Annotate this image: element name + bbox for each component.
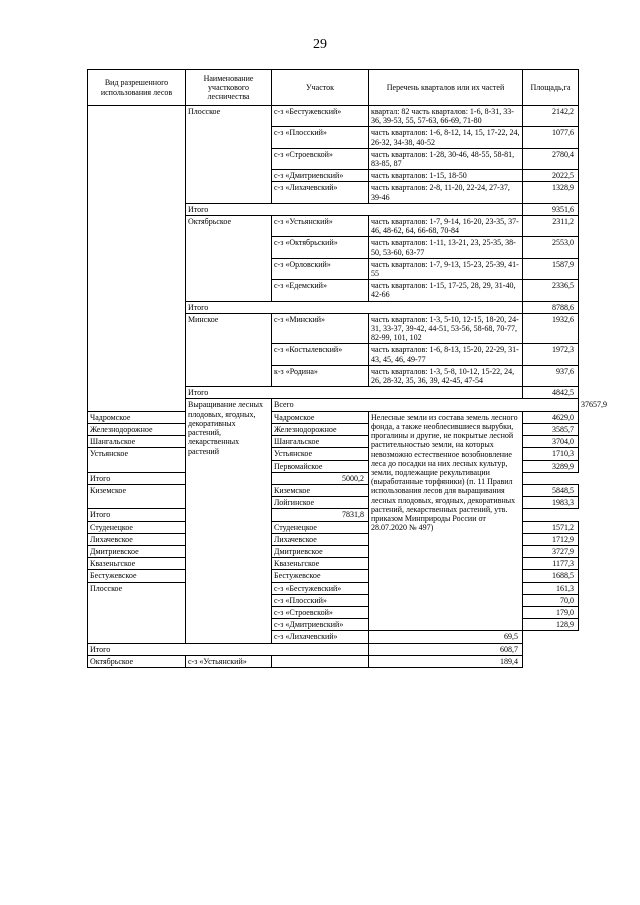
- subtotal-label: Итого: [88, 472, 272, 484]
- quarters-cell: часть кварталов: 1-15, 18-50: [369, 170, 523, 182]
- total-row: Выращивание лесных плодовых, ягодных, декоративных растений, лекарственных растений Всего 37657,9: [88, 399, 579, 411]
- forestry-cell: Шангальское: [88, 436, 186, 448]
- area-cell: 1688,5: [523, 570, 579, 582]
- page-number: 29: [313, 37, 327, 52]
- land-description-cell: Нелесные земли из состава земель лесного фонда, а также необлесившиеся вырубки, прогалины и другие, не покрытые лесной растительностью земли, на которых невозможно естественное возобновление леса до посадки на них лесных культур, земли, подлежащие рекультивации (выработанные торфяники) (п. 11 Правил использования лесов для выращивания лесных плодовых, ягодных, декоративных растений, лекарственных растений, утв. приказом Минприроды России от 28.07.2020 № 497): [369, 411, 523, 631]
- use-type-cell-empty: [88, 106, 186, 412]
- section-cell: с-з «Устьянский»: [272, 216, 369, 237]
- forestry-cell: Минское: [186, 313, 272, 386]
- area-cell: 2311,2: [523, 216, 579, 237]
- section-cell: Чадромское: [272, 411, 369, 423]
- section-cell: Железнодорожное: [272, 423, 369, 435]
- section-cell: Шангальское: [272, 436, 369, 448]
- forestry-cell: Октябрьское: [186, 216, 272, 302]
- subtotal-label: Итого: [186, 203, 523, 215]
- area-cell: 2022,5: [523, 170, 579, 182]
- forestry-cell: Плосское: [88, 582, 186, 643]
- quarters-cell: часть кварталов: 1-6, 8-12, 14, 15, 17-22, 24, 26-32, 34-38, 40-52: [369, 127, 523, 148]
- area-cell: 937,6: [523, 365, 579, 386]
- section-cell: с-з «Дмитриевский»: [272, 619, 369, 631]
- section-cell: Студенецкое: [272, 521, 369, 533]
- total-label: Всего: [272, 399, 579, 411]
- section-cell: с-з «Бестужевский»: [272, 106, 369, 127]
- header-quarters: Перечень кварталов или их частей: [369, 70, 523, 106]
- area-cell: 1571,2: [523, 521, 579, 533]
- section-cell: Киземское: [272, 484, 369, 496]
- area-cell: 3704,0: [523, 436, 579, 448]
- forestry-cell: Устьянское: [88, 448, 186, 472]
- section-cell: с-з «Едемский»: [272, 280, 369, 301]
- quarters-cell: часть кварталов: 1-3, 5-8, 10-12, 15-22, 24, 26, 28-32, 35, 36, 39, 42-45, 47-54: [369, 365, 523, 386]
- section-cell: с-з «Плосский»: [272, 127, 369, 148]
- subtotal-area: 9351,6: [523, 203, 579, 215]
- area-cell: 1712,9: [523, 533, 579, 545]
- section-cell: с-з «Лихачевский»: [272, 631, 369, 643]
- forestry-cell: Лихачевское: [88, 533, 186, 545]
- area-cell: 1932,6: [523, 313, 579, 344]
- subtotal-label: Итого: [88, 509, 272, 521]
- quarters-cell: часть кварталов: 1-7, 9-13, 15-23, 25-39, 41-55: [369, 258, 523, 279]
- section-cell: с-з «Плосский»: [272, 594, 369, 606]
- subtotal-area: 5000,2: [272, 472, 369, 484]
- area-cell: 69,5: [369, 631, 523, 643]
- section-cell: с-з «Строевской»: [272, 148, 369, 169]
- section-cell: Первомайское: [272, 460, 369, 472]
- section-cell: с-з «Лихачевский»: [272, 182, 369, 203]
- area-cell: 4629,0: [523, 411, 579, 423]
- quarters-cell-empty: [272, 655, 369, 667]
- subtotal-label: Итого: [186, 387, 523, 399]
- section-cell: с-з «Устьянский»: [186, 655, 272, 667]
- area-cell: 3585,7: [523, 423, 579, 435]
- section-cell: Лихачевское: [272, 533, 369, 545]
- forestry-cell: Чадромское: [88, 411, 186, 423]
- area-cell: 2336,5: [523, 280, 579, 301]
- area-cell: 1983,3: [523, 497, 579, 509]
- quarters-cell: часть кварталов: 1-28, 30-46, 48-55, 58-81, 83-85, 87: [369, 148, 523, 169]
- subtotal-area: 4842,5: [523, 387, 579, 399]
- area-cell: 1177,3: [523, 558, 579, 570]
- table-row: [88, 411, 579, 423]
- section-cell: Бестужевское: [272, 570, 369, 582]
- forestry-cell: Железнодорожное: [88, 423, 186, 435]
- quarters-cell: часть кварталов: 1-3, 5-10, 12-15, 18-20, 24-31, 33-37, 39-42, 44-51, 53-56, 58-68, 70-77, 82-99, 101, 102: [369, 313, 523, 344]
- section-cell: Устьянское: [272, 448, 369, 460]
- area-cell: 3727,9: [523, 545, 579, 557]
- header-use-type: Вид разрешенного использования лесов: [88, 70, 186, 106]
- forest-use-table: [87, 69, 607, 668]
- quarters-cell: часть кварталов: 1-6, 8-13, 15-20, 22-29, 31-43, 45, 46, 49-77: [369, 344, 523, 365]
- forestry-cell: Плосское: [186, 106, 272, 204]
- area-cell: 3289,9: [523, 460, 579, 472]
- area-cell: 2780,4: [523, 148, 579, 169]
- area-cell: 128,9: [523, 619, 579, 631]
- area-cell: 179,0: [523, 606, 579, 618]
- forestry-cell: Бестужевское: [88, 570, 186, 582]
- header-area: Площадь,га: [523, 70, 579, 106]
- forestry-cell: Дмитриевское: [88, 545, 186, 557]
- section-cell: Лойгинское: [272, 497, 369, 509]
- section-cell: с-з «Дмитриевский»: [272, 170, 369, 182]
- quarters-cell: часть кварталов: 1-11, 13-21, 23, 25-35, 38-50, 53-60, 63-77: [369, 237, 523, 258]
- area-cell: 1710,3: [523, 448, 579, 460]
- subtotal-area: 8788,6: [523, 301, 579, 313]
- header-forestry: Наименование участкового лесничества: [186, 70, 272, 106]
- forestry-cell: Октябрьское: [88, 655, 186, 667]
- area-cell: 5848,5: [523, 484, 579, 496]
- forestry-cell: Киземское: [88, 484, 186, 508]
- section-cell: с-з «Минский»: [272, 313, 369, 344]
- section-cell: с-з «Октябрьский»: [272, 237, 369, 258]
- use-type-cell: Выращивание лесных плодовых, ягодных, декоративных растений, лекарственных растений: [186, 399, 272, 643]
- subtotal-row: [88, 643, 579, 655]
- quarters-cell: часть кварталов: 2-8, 11-20, 22-24, 27-37, 39-46: [369, 182, 523, 203]
- area-cell: 2553,0: [523, 237, 579, 258]
- section-cell: Дмитриевское: [272, 545, 369, 557]
- table-row: [88, 106, 579, 127]
- header-section: Участок: [272, 70, 369, 106]
- section-cell: с-з «Строевской»: [272, 606, 369, 618]
- area-cell: 1077,6: [523, 127, 579, 148]
- area-cell: 189,4: [369, 655, 523, 667]
- section-cell: с-з «Бестужевский»: [272, 582, 369, 594]
- quarters-cell: часть кварталов: 1-15, 17-25, 28, 29, 31-40, 42-66: [369, 280, 523, 301]
- forestry-cell: Студенецкое: [88, 521, 186, 533]
- area-cell: 1328,9: [523, 182, 579, 203]
- quarters-cell: часть кварталов: 1-7, 9-14, 16-20, 23-35, 37-46, 48-62, 64, 66-68, 70-84: [369, 216, 523, 237]
- area-cell: 70,0: [523, 594, 579, 606]
- subtotal-area: 608,7: [369, 643, 523, 655]
- section-cell: к-з «Родина»: [272, 365, 369, 386]
- subtotal-area: 7831,8: [272, 509, 369, 521]
- area-cell: 2142,2: [523, 106, 579, 127]
- table-header-row: [88, 70, 579, 106]
- section-cell: Квазеньгское: [272, 558, 369, 570]
- section-cell: с-з «Орловский»: [272, 258, 369, 279]
- subtotal-label: Итого: [88, 643, 369, 655]
- quarters-cell: квартал: 82 часть кварталов: 1-6, 8-31, 33-36, 39-53, 55, 57-63, 66-69, 71-80: [369, 106, 523, 127]
- area-cell: 1972,3: [523, 344, 579, 365]
- section-cell: с-з «Костылевский»: [272, 344, 369, 365]
- subtotal-label: Итого: [186, 301, 523, 313]
- forestry-cell: Квазеньгское: [88, 558, 186, 570]
- area-cell: 161,3: [523, 582, 579, 594]
- table-row: [88, 655, 579, 667]
- area-cell: 1587,9: [523, 258, 579, 279]
